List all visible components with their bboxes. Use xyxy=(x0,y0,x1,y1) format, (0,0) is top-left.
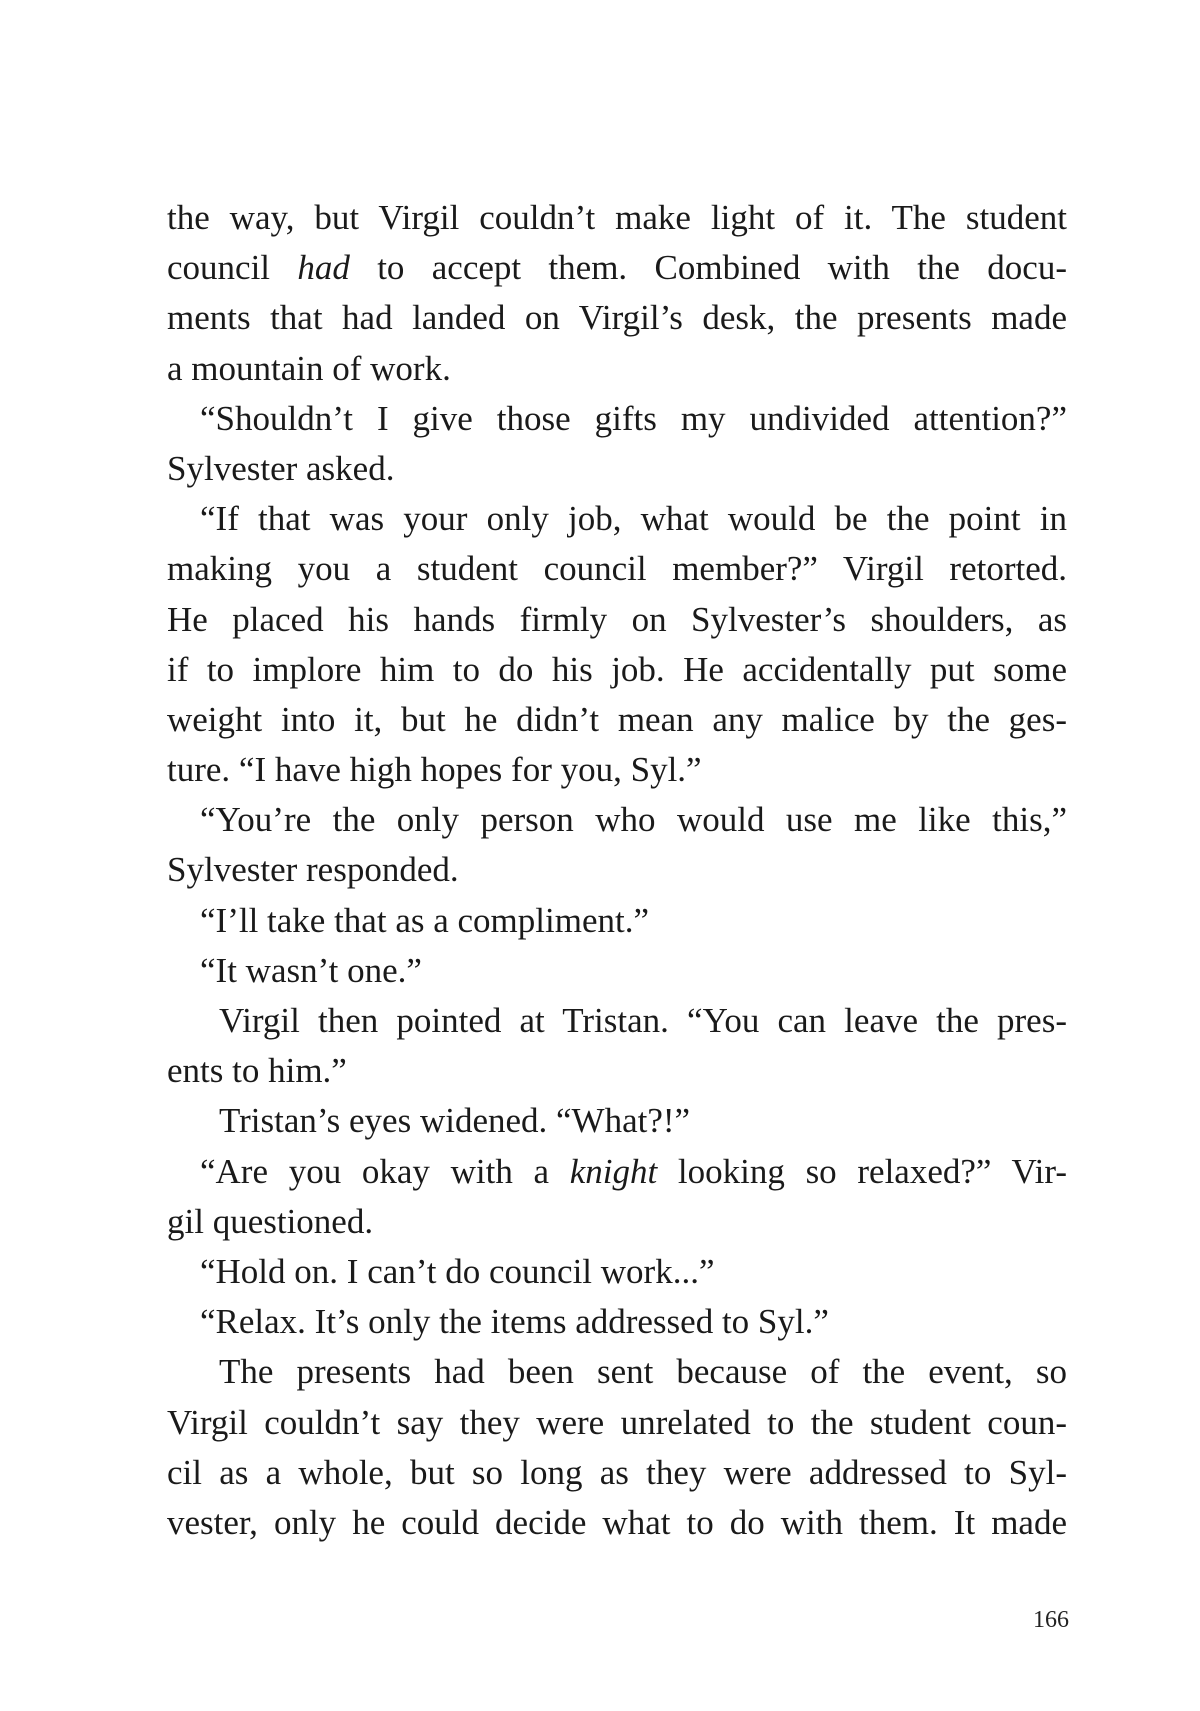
text-line: if to implore him to do his job. He accidentally put some xyxy=(167,649,1067,689)
text-line: vester, only he could decide what to do with them. It made xyxy=(167,1502,1067,1542)
text-line: Sylvester asked. xyxy=(167,448,395,488)
text-line: “Are you okay with a knight looking so relaxed?” Vir- xyxy=(200,1151,1067,1191)
body-text xyxy=(167,193,1067,1548)
text-line: ments that had landed on Virgil’s desk, the presents made xyxy=(167,298,1067,338)
page-number: 166 xyxy=(1033,1607,1069,1633)
text-line: ture. “I have high hopes for you, Syl.” xyxy=(167,750,702,790)
text-line: “If that was your only job, what would be the point in xyxy=(200,499,1067,539)
text-line: The presents had been sent because of the event, so xyxy=(219,1352,1067,1392)
text-line: the way, but Virgil couldn’t make light of it. The student xyxy=(167,198,1067,237)
text-line: Virgil then pointed at Tristan. “You can leave the pres- xyxy=(219,1001,1067,1040)
text-line: “You’re the only person who would use me like this,” xyxy=(200,800,1067,840)
text-line: “I’ll take that as a compliment.” xyxy=(200,900,649,940)
emphasis-had: had xyxy=(297,248,350,288)
text-line: Tristan’s eyes widened. “What?!” xyxy=(219,1101,691,1141)
text-line: ents to him.” xyxy=(167,1051,347,1091)
text-line: Virgil couldn’t say they were unrelated to the student coun- xyxy=(167,1402,1067,1442)
text-line: “Relax. It’s only the items addressed to Syl.” xyxy=(200,1302,829,1342)
text-line: He placed his hands firmly on Sylvester’s shoulders, as xyxy=(167,599,1067,639)
text-line: weight into it, but he didn’t mean any malice by the ges- xyxy=(167,699,1067,739)
text-line: “Shouldn’t I give those gifts my undivided attention?” xyxy=(200,398,1067,438)
text-line: “It wasn’t one.” xyxy=(200,950,422,990)
emphasis-knight: knight xyxy=(569,1151,658,1191)
text-line: gil questioned. xyxy=(167,1201,374,1241)
text-line: a mountain of work. xyxy=(167,348,451,388)
text-line: Sylvester responded. xyxy=(167,850,459,890)
text-line: council had to accept them. Combined with the docu- xyxy=(167,248,1067,288)
text-line: “Hold on. I can’t do council work...” xyxy=(200,1251,715,1291)
text-line: cil as a whole, but so long as they were addressed to Syl- xyxy=(167,1452,1067,1492)
text-line: making you a student council member?” Virgil retorted. xyxy=(167,549,1067,589)
